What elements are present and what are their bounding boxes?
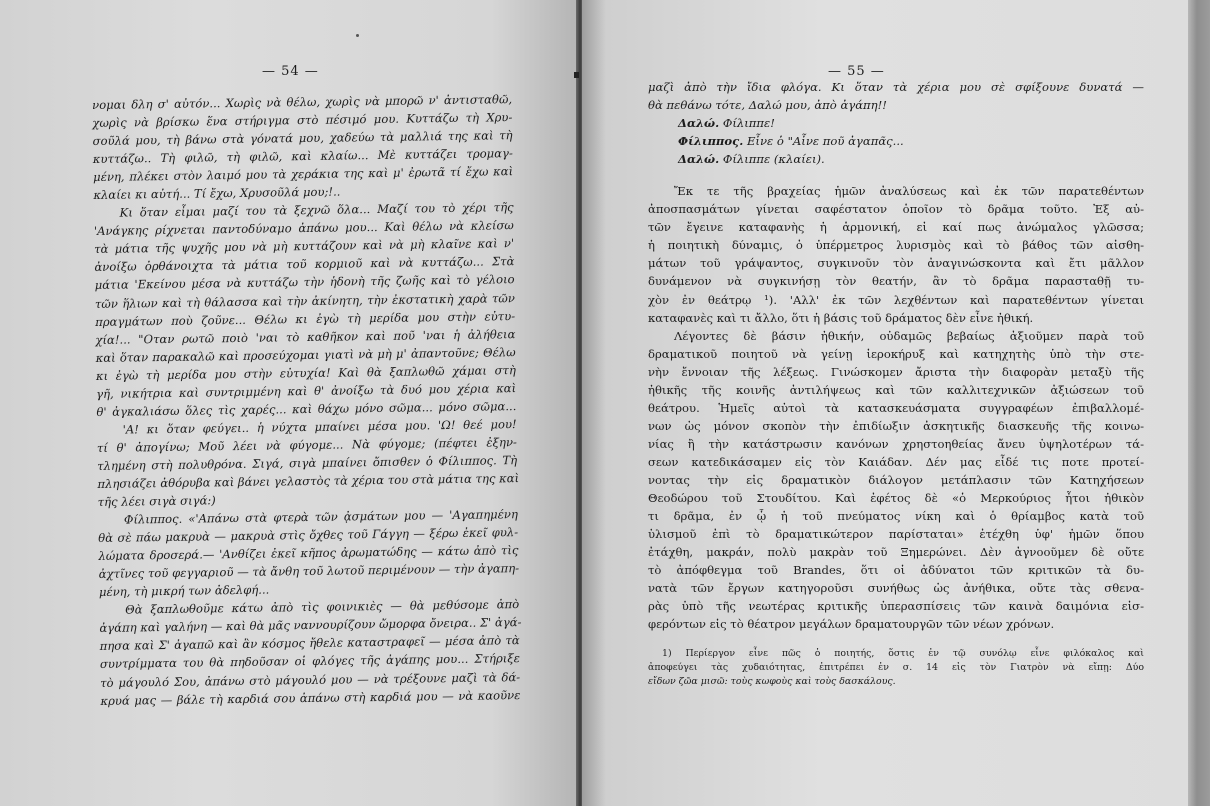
- ink-speck: [356, 34, 359, 37]
- page-edge: [1188, 0, 1210, 806]
- text-line: νων ὡς μόνον σκοπὸν τὴν ἐπιδίωξιν ἀσκητικῆς διασκευῆς τῆς κοινω-: [648, 418, 1144, 433]
- text-line: τὸ μάγουλό Σου, ἀπάνω στὸ μάγουλό μου — νὰ τρέξουνε μαζὶ τὰ δά-: [100, 669, 521, 690]
- text-line: τῶν ἔγεινε καταφανὴς ἡ ἁρμονική, εἰ καί πως ἀνώμαλος γλῶσσα;: [648, 220, 1144, 235]
- dialogue-line: θὰ πεθάνω τότε, Δαλώ μου, ἀπὸ ἀγάπη!!: [648, 98, 887, 113]
- text-line: δραματικοῦ ποιητοῦ νὰ γείνῃ ἱεροκήρυξ καὶ κατηχητὴς ὑπὸ τὴν στε-: [648, 346, 1144, 361]
- speaker-text: Εἶνε ὁ "Αἶνε ποῦ ἀγαπᾶς...: [746, 134, 904, 149]
- speaker-line: [648, 150, 1144, 168]
- text-line: ἡ ποιητικὴ δύναμις, ὁ ὑπέρμετρος λυρισμὸς καὶ τὸ βάθος τῶν αἰσθη-: [648, 238, 1144, 253]
- text-line: Ἔκ τε τῆς βραχείας ἡμῶν ἀναλύσεως καὶ ἐκ τῶν παρατεθέντων: [674, 184, 1144, 199]
- text-line: νομαι δλη σ' αὐτόν... Χωρὶς νὰ θέλω, χωρὶς νὰ μπορῶ ν' ἀντισταθῶ,: [92, 92, 513, 112]
- text-line: τὰ μάτια τῆς ψυχῆς μου νὰ μὴ κυττάζουν καὶ νὰ μὴ κλαῖνε καὶ ν': [94, 236, 515, 257]
- text-line: τι δρᾶμα, ἐν ᾧ ἡ τοῦ πνεύματος νίκη καὶ ὁ θρίαμβος κατὰ τοῦ: [648, 509, 1144, 524]
- speaker-name: Δαλώ.: [678, 116, 720, 131]
- text-line: νοντας τὴν εἰς δραματικὸν διάλογον μετάπλασιν τῶν Κατηχήσεων: [648, 472, 1144, 487]
- text-line: καταφανὲς καὶ τι ἄλλο, ὅτι ἡ βάσις τοῦ δράματος δὲν εἶνε ἠθική.: [648, 310, 1034, 325]
- text-line: μάτων τοῦ γράψαντος, συγκινοῦν τὸν ἀναγινώσκοντα καὶ ἔτι μᾶλλον: [648, 256, 1144, 271]
- text-line: ἠθικῆς τῆς κοινῆς ἀντιλήψεως καὶ τῶν καλλιτεχνικῶν ἀξιώσεων τοῦ: [648, 382, 1144, 397]
- text-line: Θὰ ξαπλωθοῦμε κάτω ἀπὸ τὶς φοινικιὲς — θὰ μεθύσομε ἀπὸ: [125, 597, 520, 617]
- speaker-line: [648, 114, 1144, 132]
- speaker-text: Φίλιππε (κλαίει).: [722, 152, 825, 167]
- footnote-line: 1) Περίεργον εἶνε πῶς ὁ ποιητής, ὅστις ἐν τῷ συνόλῳ εἶνε φιλόκαλος καὶ: [662, 648, 1144, 660]
- text-line: ἀγάπη καὶ γαλήνη — καὶ θὰ μᾶς ναννουρίζουν ὤμορφα ὄνειρα.. Σ' ἀγά-: [99, 615, 522, 636]
- text-line: μένη, πλέκει στὸν λαιμό μου τὰ χεράκια της καὶ μ' ἐρωτᾶ τί ἔχω καὶ: [93, 164, 514, 185]
- dialogue-line: μαζὶ ἀπὸ τὴν ἴδια φλόγα. Κι ὅταν τὰ χέρια μου σὲ σφίξουνε δυνατά —: [648, 80, 1144, 94]
- footnote-line: ἀποφεύγει τὰς χυδαιότητας, ἐπιτρέπει ἐν σ. 14 εἰς τὸν Γιατρὸν νὰ εἴπῃ: Δύο: [648, 662, 1144, 674]
- footnote-line: εἴδων ζῶα μισῶ: τοὺς κωφοὺς καὶ τοὺς δασκάλους.: [648, 676, 896, 688]
- text-line: δυνάμενον νὰ συγκινήσῃ τὸν θεατήν, ἂν τὸ δρᾶμα παρασταθῇ τυ-: [648, 274, 1144, 289]
- text-line: τῆς λέει σιγὰ σιγά:): [97, 493, 216, 509]
- spacer: [648, 633, 1144, 647]
- page-number-left: — 54 —: [262, 64, 319, 79]
- text-line: τλημένη στὴ πολυθρόνα. Σιγά, σιγὰ μπαίνει ὄπισθεν ὁ Φίλιππος. Τὴ: [97, 453, 518, 473]
- text-line: ρὰς ὑπὸ τῆς νεωτέρας κριτικῆς ὑπερασπίσεις τῶν καινὰ δαιμόνια εἰσ-: [648, 599, 1144, 614]
- text-line: πησα καὶ Σ' ἀγαπῶ καὶ ἂν κόσμος ἤθελε καταστραφεῖ — μέσα ἀπὸ τὰ: [99, 633, 520, 654]
- text-line: κλαίει κι αὐτή... Τί ἔχω, Χρυσοῦλά μου;!..: [93, 184, 341, 203]
- page-number-right: — 55 —: [828, 64, 885, 79]
- text-line: Θεοδώρου τοῦ Στουδίτου. Καὶ ἐφέτος δὲ «ὁ Μερκούριος ἦτοι ἠθικὸν: [648, 491, 1144, 506]
- text-line: κυττάζω.. Τὴ φιλῶ, τὴ φιλῶ, καὶ κλαίω... Μὲ κυττάζει τρομαγ-: [92, 146, 513, 167]
- text-line: νὴν ἔννοιαν τῆς λέξεως. Γινώσκομεν ἄριστα τὴν διαφορὰν μεταξὺ τῆς: [648, 364, 1144, 379]
- text-line: τί θ' ἀπογίνω; Μοῦ λέει νὰ φύγομε... Νὰ φύγομε; (πέφτει ἐξην-: [96, 434, 517, 455]
- text-line: Φίλιππος. «'Απάνω στὰ φτερὰ τῶν ᾀσμάτων μου — 'Αγαπημένη: [123, 507, 518, 527]
- text-line: 'Α! κι ὅταν φεύγει.. ἡ νύχτα μπαίνει μέσα μου. 'Ω! θεέ μου!: [122, 416, 517, 437]
- text-line: κρυά μας — βάλε τὴ καρδιά σου ἀπάνω στὴ καρδιά μου — νὰ καοῦνε: [100, 687, 521, 708]
- left-page-text: [92, 90, 521, 709]
- text-line: τῶν ἥλιων καὶ τὴ θάλασσα καὶ τὴν ἀκίνητη, τὴν ἐκστατικὴ χαρὰ τῶν: [94, 290, 515, 311]
- spacer: [648, 168, 1144, 182]
- text-line: χὸν ἐν θεάτρῳ ¹). 'Αλλ' ἐκ τῶν λεχθέντων καὶ παρατεθέντων γίνεται: [648, 292, 1144, 307]
- speaker-text: Φίλιππε!: [722, 116, 775, 131]
- text-line: ἀνοίξω ὀρθάνοιχτα τὰ μάτια τοῦ κορμιοῦ καὶ νὰ κυττάζω... Στὰ: [94, 254, 515, 275]
- text-line: γῆ, νικήτρια καὶ συντριμμένη καὶ θ' ἀνοίξω τὰ δυό μου χέρια καὶ: [96, 380, 517, 401]
- text-line: μένη, τὴ μικρή των ἀδελφή...: [98, 582, 270, 600]
- text-line: θὰ σὲ πάω μακρυὰ — μακρυὰ στὶς ὄχθες τοῦ Γάγγη — ξέρω ἐκεῖ φυλ-: [98, 525, 519, 546]
- text-line: Λέγοντες δὲ βάσιν ἠθικήν, οὐδαμῶς βεβαίως ἀξιοῦμεν παρὰ τοῦ: [674, 328, 1144, 343]
- text-line: χία!... "Οταν ρωτῶ ποιὸ 'ναι τὸ καθῆκον καὶ ποῦ 'ναι ἡ ἀλήθεια: [95, 326, 516, 347]
- text-line: νατὰ τῶν ἔργων κατηγοροῦσι συνήθως ὡς ἀνήθικα, οὔτε τὰς σθενα-: [648, 581, 1144, 596]
- text-line: σεων κατεδικάσαμεν εἰς τὸν Καιάδαν. Δέν μας εἶδέ τις ποτε προτεί-: [648, 454, 1144, 469]
- text-line: καὶ ὅταν παρακαλῶ καὶ προσεύχομαι γιατὶ νὰ μὴ μ' ἀπαντοῦνε; Θέλω: [95, 344, 516, 365]
- right-page-text: [648, 78, 1144, 689]
- speaker-name: Φίλιππος.: [678, 134, 744, 149]
- speaker-name: Δαλώ.: [678, 152, 720, 167]
- text-line: Κι ὅταν εἶμαι μαζί του τὰ ξεχνῶ ὅλα... Μαζί του τὸ χέρι τῆς: [119, 200, 514, 220]
- text-line: μάτια 'Εκείνου μέσα νὰ κυττάζω τὴν ἡδονὴ τῆς ζωῆς καὶ τὸ γέλοιο: [94, 272, 515, 293]
- right-page: [582, 0, 1188, 806]
- text-line: ἐτάχθη, μακράν, πολὺ μακρὰν τοῦ Ξημερώνει. Δὲν ἀγνοοῦμεν δὲ οὔτε: [648, 545, 1144, 560]
- ink-mark: [574, 72, 579, 78]
- text-line: ὑλισμοῦ ἐπὶ τὸ δραματικώτερον παρίσταται» ἐτέχθη ὑφ' ἡμῶν ὅπου: [648, 527, 1144, 542]
- text-line: λώματα δροσερά.— 'Ανθίζει ἐκεῖ κῆπος ἀρωματώδης — κάτω ἀπὸ τὶς: [98, 543, 519, 564]
- text-line: πλησιάζει ἀθόρυβα καὶ βάνει γελαστὸς τὰ χέρια του στὰ μάτια της καὶ: [97, 471, 520, 491]
- speaker-line: [648, 132, 1144, 150]
- left-page: [0, 0, 578, 806]
- text-line: ἀποσπασμάτων γίνεται σαφέστατον ὁποῖον τὸ δρᾶμα τοῦτο. Ἐξ αὐ-: [648, 202, 1144, 217]
- text-line: κι ἐγὼ τὴ μερίδα μου στὴν εὐτυχία! Καὶ θὰ ξαπλωθῶ χάμαι στὴ: [95, 362, 516, 383]
- text-line: 'Ανάγκης ρίχνεται παντοδύναμο ἀπάνω μου... Καὶ θέλω νὰ κλείσω: [93, 218, 514, 239]
- text-line: φερόντων εἰς τὸ θέατρον μεγάλων δραματουργῶν τῶν νέων χρόνων.: [648, 617, 1055, 632]
- text-line: ἀχτῖνες τοῦ φεγγαριοῦ — τὰ ἄνθη τοῦ λωτοῦ περιμένουν — τὴν ἀγαπη-: [98, 561, 520, 582]
- text-line: θ' ἀγκαλιάσω ὅλες τὶς χαρές... καὶ θάχω μόνο σῶμα... μόνο σῶμα...: [96, 398, 517, 419]
- text-line: νίας ἢ τὴν κατάστρωσιν κανόνων χρηστοηθείας ἄνευ ὑψηλοτέρων τά-: [648, 436, 1144, 451]
- text-line: θεάτρου. Ἡμεῖς αὐτοὶ τὰ κατασκευάσματα συγγραφέων ἐπιβαλλομέ-: [648, 400, 1144, 415]
- text-line: συντρίμματα του θὰ πηδοῦσαν οἱ φλόγες τῆς ἀγάπης μου... Στήριξε: [99, 651, 520, 672]
- text-line: τὸ ἀπόφθεγμα τοῦ Brandes, ὅτι οἱ ἀδύνατοι τῶν κριτικῶν τὰ δυ-: [648, 563, 1144, 578]
- text-line: πραγμάτων ποὺ ζοῦνε... Θέλω κι ἐγὼ τὴ μερίδα μου στὴν εὐτυ-: [95, 308, 516, 329]
- text-line: σοῦλά μου, τὴ βάνω στὰ γόνατά μου, χαδεύω τὰ μαλλιά της καὶ τὴ: [92, 128, 513, 149]
- text-line: χωρὶς νὰ βρίσκω ἕνα στήριγμα στὸ πέσιμό μου. Κυττάζω τὴ Χρυ-: [92, 110, 513, 131]
